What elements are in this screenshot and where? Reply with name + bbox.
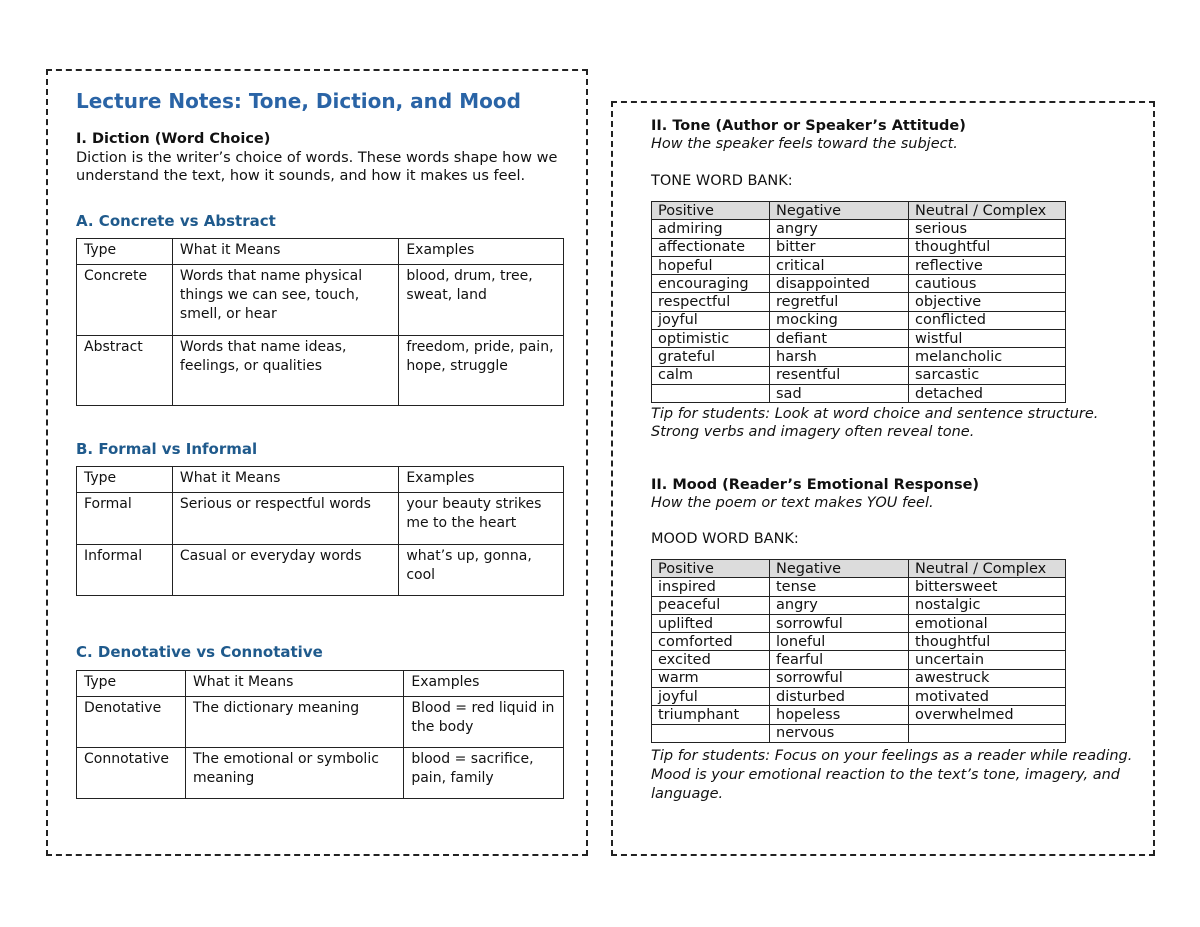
table-cell: what’s up, gonna, cool xyxy=(399,545,564,596)
section-b-heading: B. Formal vs Informal xyxy=(76,440,258,458)
table-cell: blood = sacrifice, pain, family xyxy=(404,748,564,799)
bank-cell: affectionate xyxy=(652,238,770,256)
bank-row xyxy=(652,311,1066,329)
table-cell: Casual or everyday words xyxy=(172,545,398,596)
bank-row xyxy=(652,275,1066,293)
bank-cell: detached xyxy=(909,384,1066,402)
bank-cell: angry xyxy=(770,596,909,614)
mood-tip: Tip for students: Focus on your feelings as a reader while reading. Mood is your emotional reaction to the text’s tone, imagery, and language. xyxy=(651,748,1133,802)
bank-header-row xyxy=(652,202,1066,220)
mood-heading: II. Mood (Reader’s Emotional Response) xyxy=(651,477,980,493)
bank-row xyxy=(652,366,1066,384)
table-cell: Serious or respectful words xyxy=(172,493,398,545)
bank-cell: triumphant xyxy=(652,706,770,724)
bank-cell: harsh xyxy=(770,348,909,366)
bank-cell: bittersweet xyxy=(909,578,1066,596)
bank-cell: objective xyxy=(909,293,1066,311)
bank-cell: thoughtful xyxy=(909,238,1066,256)
bank-cell: disappointed xyxy=(770,275,909,293)
table-header-row xyxy=(77,239,564,265)
bank-header-cell: Negative xyxy=(770,560,909,578)
bank-row xyxy=(652,688,1066,706)
table-row xyxy=(77,697,564,748)
bank-cell: overwhelmed xyxy=(909,706,1066,724)
bank-cell: conflicted xyxy=(909,311,1066,329)
bank-cell: hopeless xyxy=(770,706,909,724)
table-cell: Connotative xyxy=(77,748,186,799)
bank-row xyxy=(652,238,1066,256)
bank-cell: grateful xyxy=(652,348,770,366)
table-cell: Blood = red liquid in the body xyxy=(404,697,564,748)
bank-cell: optimistic xyxy=(652,330,770,348)
table-cell: freedom, pride, pain, hope, struggle xyxy=(399,336,564,406)
page-title: Lecture Notes: Tone, Diction, and Mood xyxy=(76,89,521,113)
table-header-row xyxy=(77,467,564,493)
bank-cell: uncertain xyxy=(909,651,1066,669)
bank-cell: uplifted xyxy=(652,614,770,632)
bank-cell: reflective xyxy=(909,256,1066,274)
tone-word-bank-table xyxy=(651,201,1066,403)
bank-cell: emotional xyxy=(909,614,1066,632)
header-cell: What it Means xyxy=(172,239,398,265)
bank-cell: critical xyxy=(770,256,909,274)
bank-cell: nervous xyxy=(770,724,909,742)
header-cell: Type xyxy=(77,467,173,493)
bank-cell: excited xyxy=(652,651,770,669)
bank-cell xyxy=(909,724,1066,742)
bank-row xyxy=(652,669,1066,687)
table-cell: Denotative xyxy=(77,697,186,748)
table-cell: Words that name ideas, feelings, or qualities xyxy=(172,336,398,406)
table-header-row xyxy=(77,671,564,697)
bank-cell: comforted xyxy=(652,633,770,651)
bank-cell: awestruck xyxy=(909,669,1066,687)
bank-header-cell: Positive xyxy=(652,560,770,578)
bank-cell: fearful xyxy=(770,651,909,669)
bank-cell: defiant xyxy=(770,330,909,348)
bank-cell: sarcastic xyxy=(909,366,1066,384)
bank-row xyxy=(652,256,1066,274)
bank-cell xyxy=(652,384,770,402)
tone-subtitle: How the speaker feels toward the subject. xyxy=(651,136,958,152)
header-cell: Examples xyxy=(399,239,564,265)
section-a-heading: A. Concrete vs Abstract xyxy=(76,212,276,230)
header-cell: What it Means xyxy=(185,671,403,697)
table-cell: Concrete xyxy=(77,265,173,336)
mood-bank-label: MOOD WORD BANK: xyxy=(651,531,799,547)
right-notes-panel xyxy=(611,101,1155,856)
table-cell: blood, drum, tree, sweat, land xyxy=(399,265,564,336)
table-row xyxy=(77,265,564,336)
bank-row xyxy=(652,348,1066,366)
bank-row xyxy=(652,633,1066,651)
bank-cell: angry xyxy=(770,220,909,238)
bank-row xyxy=(652,724,1066,742)
bank-cell: cautious xyxy=(909,275,1066,293)
bank-row xyxy=(652,330,1066,348)
concrete-abstract-table xyxy=(76,238,564,406)
table-cell: The emotional or symbolic meaning xyxy=(185,748,403,799)
bank-cell: joyful xyxy=(652,311,770,329)
bank-cell: serious xyxy=(909,220,1066,238)
bank-row xyxy=(652,384,1066,402)
bank-cell: sorrowful xyxy=(770,614,909,632)
bank-header-cell: Negative xyxy=(770,202,909,220)
bank-cell: thoughtful xyxy=(909,633,1066,651)
tone-heading: II. Tone (Author or Speaker’s Attitude) xyxy=(651,118,966,134)
bank-row xyxy=(652,578,1066,596)
table-row xyxy=(77,493,564,545)
bank-cell: mocking xyxy=(770,311,909,329)
bank-cell: sorrowful xyxy=(770,669,909,687)
bank-cell: joyful xyxy=(652,688,770,706)
bank-cell: tense xyxy=(770,578,909,596)
mood-subtitle: How the poem or text makes YOU feel. xyxy=(651,495,934,511)
denotative-connotative-table xyxy=(76,670,564,799)
left-notes-panel xyxy=(46,69,588,856)
tone-bank-label: TONE WORD BANK: xyxy=(651,173,793,189)
bank-row xyxy=(652,651,1066,669)
diction-heading: I. Diction (Word Choice) xyxy=(76,131,271,147)
header-cell: Type xyxy=(77,239,173,265)
bank-header-row xyxy=(652,560,1066,578)
table-row xyxy=(77,748,564,799)
bank-cell: loneful xyxy=(770,633,909,651)
table-cell: Formal xyxy=(77,493,173,545)
header-cell: What it Means xyxy=(172,467,398,493)
table-row xyxy=(77,336,564,406)
bank-cell: disturbed xyxy=(770,688,909,706)
bank-row xyxy=(652,220,1066,238)
table-cell: Informal xyxy=(77,545,173,596)
bank-row xyxy=(652,706,1066,724)
bank-cell: wistful xyxy=(909,330,1066,348)
header-cell: Examples xyxy=(404,671,564,697)
table-cell: Words that name physical things we can see, touch, smell, or hear xyxy=(172,265,398,336)
formal-informal-table xyxy=(76,466,564,596)
section-c-heading: C. Denotative vs Connotative xyxy=(76,643,323,661)
bank-header-cell: Neutral / Complex xyxy=(909,202,1066,220)
bank-row xyxy=(652,596,1066,614)
bank-cell xyxy=(652,724,770,742)
bank-cell: motivated xyxy=(909,688,1066,706)
bank-cell: warm xyxy=(652,669,770,687)
header-cell: Examples xyxy=(399,467,564,493)
bank-cell: sad xyxy=(770,384,909,402)
bank-cell: calm xyxy=(652,366,770,384)
bank-cell: melancholic xyxy=(909,348,1066,366)
bank-row xyxy=(652,614,1066,632)
bank-cell: resentful xyxy=(770,366,909,384)
bank-cell: bitter xyxy=(770,238,909,256)
table-row xyxy=(77,545,564,596)
bank-cell: hopeful xyxy=(652,256,770,274)
bank-cell: peaceful xyxy=(652,596,770,614)
bank-cell: regretful xyxy=(770,293,909,311)
bank-cell: inspired xyxy=(652,578,770,596)
table-cell: Abstract xyxy=(77,336,173,406)
bank-header-cell: Positive xyxy=(652,202,770,220)
tone-tip: Tip for students: Look at word choice and sentence structure. Strong verbs and imagery often reveal tone. xyxy=(651,406,1099,440)
table-cell: The dictionary meaning xyxy=(185,697,403,748)
header-cell: Type xyxy=(77,671,186,697)
bank-cell: respectful xyxy=(652,293,770,311)
bank-cell: encouraging xyxy=(652,275,770,293)
bank-cell: nostalgic xyxy=(909,596,1066,614)
mood-word-bank-table xyxy=(651,559,1066,743)
bank-header-cell: Neutral / Complex xyxy=(909,560,1066,578)
bank-cell: admiring xyxy=(652,220,770,238)
table-cell: your beauty strikes me to the heart xyxy=(399,493,564,545)
diction-text: Diction is the writer’s choice of words. These words shape how we understand the text, how it sounds, and how it makes us feel. xyxy=(76,150,558,184)
bank-row xyxy=(652,293,1066,311)
